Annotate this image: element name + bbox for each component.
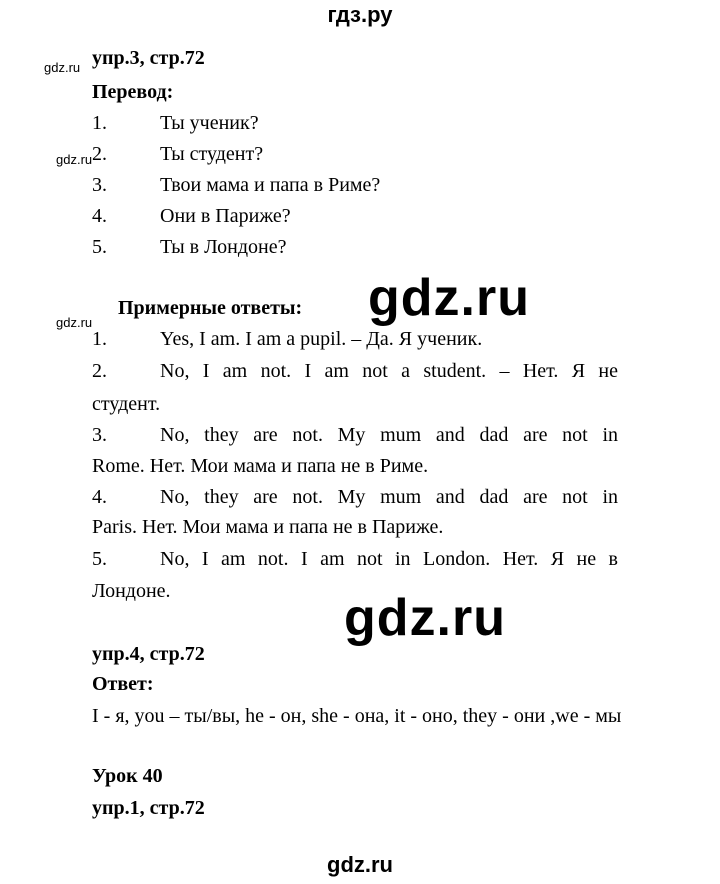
- list-number: 3.: [92, 424, 107, 446]
- watermark-small: gdz.ru: [56, 152, 93, 167]
- list-number: 4.: [92, 486, 107, 508]
- translation-item: Ты в Лондоне?: [160, 236, 287, 258]
- watermark-large: gdz.ru: [344, 589, 506, 647]
- watermark-small: gdz.ru: [44, 60, 81, 75]
- watermark-small: gdz.ru: [56, 315, 93, 330]
- site-footer: gdz.ru: [327, 852, 393, 877]
- answer-line-continued: Rome. Нет. Мои мама и папа не в Риме.: [92, 455, 429, 477]
- list-number: 1.: [92, 112, 107, 134]
- translation-heading: Перевод:: [92, 81, 174, 103]
- translation-item: Ты студент?: [160, 143, 264, 165]
- answer-line: No, I am not. I am not a student. – Нет. Я не: [160, 360, 618, 382]
- answer-line: No, I am not. I am not in London. Нет. Я не в: [160, 548, 618, 570]
- answer-line: Yes, I am. I am a pupil. – Да. Я ученик.: [160, 328, 483, 350]
- list-number: 2.: [92, 143, 107, 165]
- site-header: гдз.ру: [327, 2, 393, 27]
- answer-heading: Ответ:: [92, 673, 154, 695]
- translation-item: Они в Париже?: [160, 205, 291, 227]
- list-number: 2.: [92, 360, 107, 382]
- answer-line: No, they are not. My mum and dad are not in: [160, 424, 618, 446]
- translation-item: Твои мама и папа в Риме?: [160, 174, 381, 196]
- list-number: 3.: [92, 174, 107, 196]
- exercise-1-title: упр.1, стр.72: [92, 797, 205, 819]
- answer-line-continued: Paris. Нет. Мои мама и папа не в Париже.: [92, 516, 444, 538]
- lesson-title: Урок 40: [92, 765, 163, 787]
- exercise-4-title: упр.4, стр.72: [92, 643, 205, 665]
- answer-line: No, they are not. My mum and dad are not in: [160, 486, 618, 508]
- watermark-large: gdz.ru: [368, 269, 530, 327]
- list-number: 4.: [92, 205, 107, 227]
- exercise-3-title: упр.3, стр.72: [92, 47, 205, 69]
- list-number: 5.: [92, 236, 107, 258]
- pronoun-answer: I - я, you – ты/вы, he - он, she - она, it - оно, they - они ,we - мы: [92, 705, 622, 727]
- answers-heading: Примерные ответы:: [118, 297, 303, 319]
- list-number: 5.: [92, 548, 107, 570]
- answer-line-continued: студент.: [92, 393, 161, 415]
- answer-line-continued: Лондоне.: [92, 580, 171, 602]
- list-number: 1.: [92, 328, 107, 350]
- translation-item: Ты ученик?: [160, 112, 259, 134]
